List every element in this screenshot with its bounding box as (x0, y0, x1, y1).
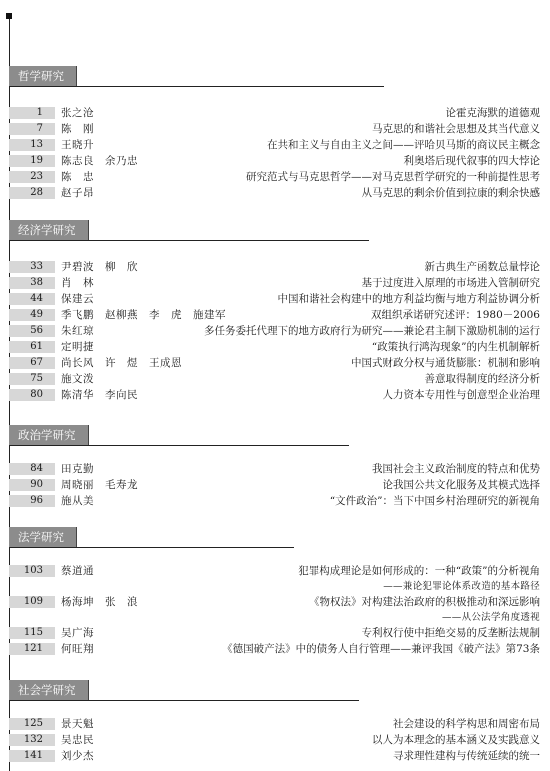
toc-entry[interactable] (9, 563, 544, 579)
toc-entry[interactable] (9, 477, 544, 493)
section-philosophy (9, 66, 544, 201)
authors: 刘少杰 (61, 750, 94, 762)
article-title: 从马克思的剩余价值到拉康的剩余快感 (361, 187, 540, 199)
section-header (9, 220, 544, 240)
section-header (9, 425, 544, 445)
section-rule (9, 86, 384, 87)
page-number: 19 (9, 155, 55, 167)
page-number: 90 (9, 479, 55, 491)
toc-entry[interactable] (9, 121, 544, 137)
page-number: 56 (9, 325, 55, 337)
article-title: “政策执行鸿沟现象”的内生机制解析 (371, 341, 540, 353)
authors: 朱红琼 (61, 325, 94, 337)
authors: 王晓升 (61, 139, 94, 151)
page-number: 38 (9, 277, 55, 289)
toc-entries (9, 716, 544, 764)
article-title: 《德国破产法》中的债务人自行管理——兼评我国《破产法》第73条 (222, 643, 540, 655)
toc-entry[interactable] (9, 387, 544, 403)
page-number: 109 (9, 596, 55, 608)
authors: 尚长风 许 煜 王成恩 (61, 357, 182, 369)
section-sociology (9, 680, 544, 764)
section-rule (9, 547, 294, 548)
article-title: 善意取得制度的经济分析 (424, 373, 540, 385)
toc-entry[interactable] (9, 716, 544, 732)
page-number: 125 (9, 718, 55, 730)
page-number: 75 (9, 373, 55, 385)
authors: 吴广海 (61, 627, 94, 639)
section-heading: 经济学研究 (9, 220, 89, 241)
article-title: 论我国公共文化服务及其模式选择 (382, 479, 540, 491)
authors: 定明捷 (61, 341, 94, 353)
section-header (9, 527, 544, 547)
toc-entry[interactable] (9, 493, 544, 509)
page-number: 44 (9, 293, 55, 305)
toc-entry[interactable] (9, 153, 544, 169)
toc-entry[interactable] (9, 291, 544, 307)
toc-entries (9, 259, 544, 403)
page-number: 132 (9, 734, 55, 746)
toc-entry[interactable] (9, 641, 544, 657)
article-title: 《物权法》对构建法治政府的积极推动和深远影响 (309, 596, 540, 608)
page-number: 121 (9, 643, 55, 655)
toc-entry[interactable] (9, 105, 544, 121)
toc-entry[interactable] (9, 594, 544, 610)
toc-entries (9, 461, 544, 509)
toc-entry[interactable] (9, 461, 544, 477)
section-politics (9, 425, 544, 509)
toc-entry[interactable] (9, 371, 544, 387)
section-rule (9, 445, 349, 446)
section-economics (9, 220, 544, 403)
article-subtitle: ——从公法学角度透视 (441, 612, 540, 623)
page-number: 1 (9, 107, 55, 119)
page-number: 23 (9, 171, 55, 183)
page-number: 33 (9, 261, 55, 273)
section-heading: 政治学研究 (9, 425, 89, 446)
authors: 周晓丽 毛寿龙 (61, 479, 138, 491)
page-number: 115 (9, 627, 55, 639)
corner-mark (6, 13, 12, 19)
page-number: 28 (9, 187, 55, 199)
toc-entry-subtitle-row (9, 579, 544, 594)
toc-entry[interactable] (9, 625, 544, 641)
page-number: 80 (9, 389, 55, 401)
authors: 吴忠民 (61, 734, 94, 746)
toc-entries (9, 563, 544, 657)
toc-entry[interactable] (9, 732, 544, 748)
page-number: 96 (9, 495, 55, 507)
section-rule (9, 700, 359, 701)
authors: 施文泼 (61, 373, 94, 385)
article-title: 研究范式与马克思哲学——对马克思哲学研究的一种前提性思考 (246, 171, 540, 183)
toc-entry[interactable] (9, 137, 544, 153)
toc-entry[interactable] (9, 323, 544, 339)
page-number: 61 (9, 341, 55, 353)
article-title: 中国式财政分权与通货膨胀：机制和影响 (351, 357, 540, 369)
toc-entry-subtitle-row (9, 610, 544, 625)
authors: 尹碧波 柳 欣 (61, 261, 138, 273)
article-title: 寻求理性建构与传统延续的统一 (393, 750, 540, 762)
toc-entry[interactable] (9, 307, 544, 323)
article-title: 利奥塔后现代叙事的四大悖论 (403, 155, 540, 167)
page-number: 84 (9, 463, 55, 475)
article-title: 专利权行使中拒绝交易的反垄断法规制 (361, 627, 540, 639)
section-law (9, 527, 544, 657)
toc-entries (9, 105, 544, 201)
article-title: “文件政治”：当下中国乡村治理研究的新视角 (329, 495, 540, 507)
authors: 陈清华 李向民 (61, 389, 138, 401)
authors: 田克勤 (61, 463, 94, 475)
article-subtitle: ——兼论犯罪论体系改造的基本路径 (383, 581, 540, 592)
article-title: 我国社会主义政治制度的特点和优势 (372, 463, 540, 475)
page-number: 67 (9, 357, 55, 369)
authors: 景天魁 (61, 718, 94, 730)
article-title: 社会建设的科学构思和周密布局 (393, 718, 540, 730)
authors: 陈志良 余乃忠 (61, 155, 138, 167)
section-heading: 法学研究 (9, 527, 77, 548)
authors: 张之沧 (61, 107, 94, 119)
authors: 赵子昂 (61, 187, 94, 199)
article-title: 马克思的和谐社会思想及其当代意义 (372, 123, 540, 135)
article-title: 新古典生产函数总量悖论 (424, 261, 540, 273)
authors: 蔡道通 (61, 565, 94, 577)
authors: 肖 林 (61, 277, 94, 289)
toc-entry[interactable] (9, 185, 544, 201)
page-number: 49 (9, 309, 55, 321)
article-title: 多任务委托代理下的地方政府行为研究——兼论君主制下激励机制的运行 (204, 325, 540, 337)
toc-entry[interactable] (9, 748, 544, 764)
article-title: 人力资本专用性与创意型企业治理 (382, 389, 540, 401)
article-title: 犯罪构成理论是如何形成的：一种“政策”的分析视角 (298, 565, 540, 577)
authors: 何旺翔 (61, 643, 94, 655)
page-number: 7 (9, 123, 55, 135)
section-heading: 哲学研究 (9, 66, 77, 87)
section-header (9, 66, 544, 86)
page-number: 141 (9, 750, 55, 762)
section-heading: 社会学研究 (9, 680, 89, 701)
article-title: 基于过度进入原理的市场进入管制研究 (361, 277, 540, 289)
article-title: 在共和主义与自由主义之间——评哈贝马斯的商议民主概念 (267, 139, 540, 151)
article-title: 论霍克海默的道德观 (445, 107, 540, 119)
page-number: 13 (9, 139, 55, 151)
article-title: 中国和谐社会构建中的地方利益均衡与地方利益协调分析 (277, 293, 540, 305)
toc-entry[interactable] (9, 169, 544, 185)
authors: 施从美 (61, 495, 94, 507)
section-header (9, 680, 544, 700)
authors: 季飞鹏 赵柳燕 李 虎 施建军 (61, 309, 226, 321)
authors: 陈 刚 (61, 123, 94, 135)
authors: 陈 忠 (61, 171, 94, 183)
authors: 保建云 (61, 293, 94, 305)
article-title: 以人为本理念的基本涵义及实践意义 (372, 734, 540, 746)
article-title: 双组织承诺研究述评：1980－2006 (371, 309, 540, 321)
toc-entry[interactable] (9, 339, 544, 355)
toc-entry[interactable] (9, 355, 544, 371)
toc-entry[interactable] (9, 275, 544, 291)
authors: 杨海坤 张 浪 (61, 596, 138, 608)
section-rule (9, 240, 369, 241)
page-number: 103 (9, 565, 55, 577)
toc-entry[interactable] (9, 259, 544, 275)
